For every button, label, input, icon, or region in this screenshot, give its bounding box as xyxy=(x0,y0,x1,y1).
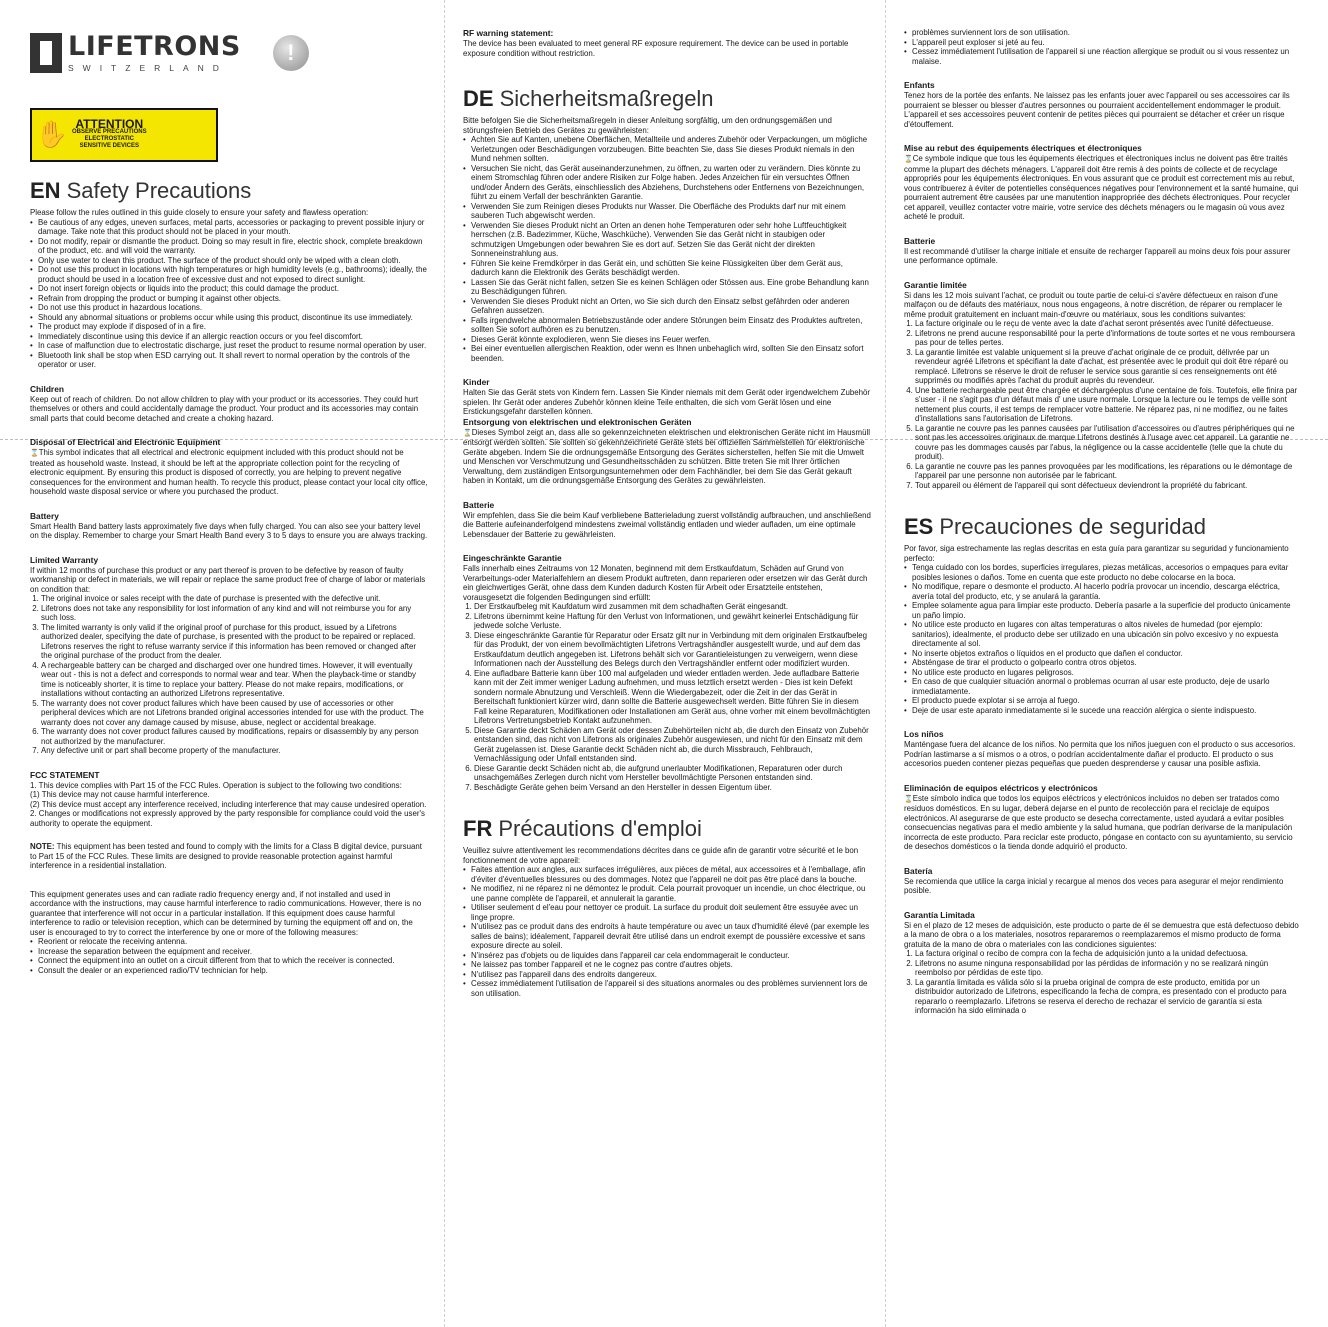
esd-title: ATTENTION xyxy=(75,116,144,131)
list-item: 7. Beschädigte Geräte gehen beim Versand an den Hersteller in dessen Eigentum über. xyxy=(474,783,871,793)
brand-name: LIFETRONS xyxy=(68,30,241,62)
paragraph: This equipment generates uses and can radiate radio frequency energy and, if not installed and used in accordance with the instructions, may cause harmful interference to radio communications. However, there is no guarantee that interference will not occur in a particular installation. If this equipment does cause harmful interference to radio or television reception, which can be determined by turning the equipment off and on, the user is encouraged to try to correct the interference by one or more of the following measures: xyxy=(30,889,422,937)
subheading: Kinder xyxy=(463,377,490,387)
intro-text: Por favor, siga estrechamente las reglas descritas en esta guía para garantizar su seguridad y funcionamiento perfecto: xyxy=(904,544,1289,563)
intro-text: Please follow the rules outlined in this guide closely to ensure your safety and flawless operation: xyxy=(30,208,369,217)
intro-text: Bitte befolgen Sie die Sicherheitsmaßregeln in dieser Anleitung sorgfältig, um den ordnungsgemäßen und störungsfreien Betrieb des Gerätes zu gewährleisten: xyxy=(463,116,832,135)
list-item: • Dieses Gerät könnte explodieren, wenn Sie dieses ins Feuer werfen. xyxy=(471,335,871,345)
intro-text: Veuillez suivre attentivement les recommendations décrites dans ce guide afin de garantir votre sécurité et le bon fonctionnement de votre appareil: xyxy=(463,846,859,865)
subheading: Batería xyxy=(904,865,933,876)
list-item: 1. La factura original o recibo de compra con la fecha de adquisición junto a la unidad defectuosa. xyxy=(915,949,1300,959)
paragraph: Halten Sie das Gerät stets von Kindern fern. Lassen Sie Kinder niemals mit dem Gerät oder irgendwelchem Zubehör spielen. Ihr Gerät oder anderes Zubehör können kleine Teile enthalten, die sich vom Gerät lösen und eine Erstickungsgefahr darstellen können. xyxy=(463,388,871,416)
fcc-note: NOTE: This equipment has been tested and found to comply with the limits for a Class B digital device, pursuant to Part 15 of the FCC Rules. These limits are designed to provide reasonable protection against harmful interference in a residential installation. xyxy=(30,842,422,870)
list-item: 7. Tout appareil ou élément de l'appareil qui sont défectueux deviendront la propriété du fabricant. xyxy=(915,481,1300,491)
list-item: 6. Diese Garantie deckt Schäden nicht ab, die aufgrund unerlaubter Modifikationen, Reparaturen oder durch unsachgemäßes Zerlegen durch nicht vom Hersteller bevollmächtigte Personen entstanden sind. xyxy=(474,764,871,783)
subheading: Los niños xyxy=(904,729,944,739)
list-item: • Increase the separation between the equipment and receiver. xyxy=(38,947,428,957)
paragraph: The device has been evaluated to meet general RF exposure requirement. The device can be used in portable exposure condition without restriction. xyxy=(463,39,849,58)
section-heading-de xyxy=(463,86,871,112)
list-item: • Bei einer eventuellen allergischen Reaktion, oder wenn es Ihnen unbehaglich wird, sollten Sie den Einsatz sofort beenden. xyxy=(471,344,871,363)
warranty-list xyxy=(904,319,1300,490)
list-item: • Verwenden Sie dieses Produkt nicht an Orten an denen hohe Temperaturen oder sehr hohe Luftfeuchtigkeit herrschen (z.B. Badezimmer, Küche, Waschküche). Verwenden Sie das Gerät nicht in staubigen oder schmutzigen Umgebungen oder bewahren Sie es dort auf. Setzen Sie das Gerät nicht der direkten Sonneneinstrahlung aus. xyxy=(471,221,871,259)
list-item: • Bluetooth link shall be stop when ESD carrying out. It shall revert to normal operation by the controls of the operator or user. xyxy=(38,351,428,370)
list-item: 2. Lifetrons no asume ninguna responsabilidad por las pérdidas de información y no se realizará ningún reembolso por pérdidas de este tipo. xyxy=(915,959,1300,978)
esd-warning-label xyxy=(30,108,218,162)
list-item: • Ne modifiez, ni ne réparez ni ne démontez le produit. Cela pourrait provoquer un incendie, un choc électrique, ou une panne complète de l'appareil, et annulerait la garantie. xyxy=(471,884,871,903)
list-item: • Do not modify, repair or dismantle the product. Doing so may result in fire, electric shock, complete breakdown of the product, etc. and will void the warranty. xyxy=(38,237,428,256)
subheading: Limited Warranty xyxy=(30,554,99,565)
subheading: Disposal of Electrical and Electronic Equipment xyxy=(30,437,221,447)
paragraph: Si en el plazo de 12 meses de adquisición, este producto o parte de él se demuestra que está defectuoso debido a la mano de obra o a los materiales, nosotros repararemos o reemplazaremos el mismo producto de forma gratuita de la mano de obra o materiales con las condiciones siguientes: xyxy=(904,920,1299,949)
subheading: Eingeschränkte Garantie xyxy=(463,553,562,563)
list-item: 4. Eine aufladbare Batterie kann über 100 mal aufgeladen und wieder entladen werden. Jede aufladbare Batterie kann mit der Zeit immer weniger Ladung aufnehmen, und muss letztlich ersetzt werden - Dies ist kein Defekt sondern normale Abnutzung und Verschleiß. Wenn die Wiedergabezeit, oder die Zeit in der das Gerät in Bereitschaft funktioniert kürzer wird, dann sollte die Batterie ausgewechselt werden. Bitte führen Sie in diesem Fall keine Reparaturen, Modifikationen oder Installationen am Gerät aus, ohne vorher mit einem bevollmächtigten Lifetrons Vertretungsbetrieb Kontakt aufzunehmen. xyxy=(474,669,871,726)
language-code: FR xyxy=(463,816,493,841)
list-item: • El producto puede explotar si se arroja al fuego. xyxy=(912,696,1300,706)
measures-list xyxy=(30,937,428,975)
list-item: • Emplee solamente agua para limpiar este producto. Debería pasarle a la superficie del producto únicamente un paño limpio. xyxy=(912,601,1300,620)
paragraph: Falls innerhalb eines Zeitraums von 12 Monaten, beginnend mit dem Erstkaufdatum, Schäden auf Grund von Verarbeitungs-oder Materialfehlern an diesem Produkt auftreten, dann reparieren oder ersetzen wir das Gerät durch ein gleichwertiges Gerät, ohne dass dem Kunden dadurch Kosten für Arbeit oder Ersatzteile entstehen, vorausgesetzt die folgenden Bedingungen sind erfüllt: xyxy=(463,564,868,602)
list-item: • Refrain from dropping the product or bumping it against other objects. xyxy=(38,294,428,304)
paragraph: Tenez hors de la portée des enfants. Ne laissez pas les enfants jouer avec l'appareil ou ses accessoires car ils pourraient se blesser ou blesser d'autres personnes ou pourraient accidentellement endommager le produit. L'appareil et ses accessoires peuvent contenir de petites pièces qui pourraient se détacher et créer un risque d'étouffement. xyxy=(904,91,1290,129)
list-item: • Versuchen Sie nicht, das Gerät auseinanderzunehmen, zu öffnen, zu warten oder zu verändern. Dies könnte zu einem Stromschlag führen oder andere Risiken zur Folge haben. Jedes Anzeichen für ein versuchtes Öffnen und/oder Ändern des Geräts, einschliesslich des Abziehens, Durchstehens oder Entfernens von Bezeichnungen, führt zu einem Verfall der beschränkten Garantie. xyxy=(471,164,871,202)
warranty-list xyxy=(904,949,1300,1016)
list-item: 3. La garantie limitée est valable uniquement si la preuve d'achat originale de ce produit, délivrée par un revendeur agréé Lifetrons et spécifiant la date d'achat, est présentée avec le produit qui doit être réparé ou remplacé. Lifetrons se réserve le droit de refuser le service sous garantie si ces renseignements ont été supprimés ou modifiés après l'achat du produit auprès du revendeur. xyxy=(915,348,1300,386)
language-code: DE xyxy=(463,86,494,111)
list-item: • The product may explode if disposed of in a fire. xyxy=(38,322,428,332)
paragraph: ⌛Dieses Symbol zeigt an, dass alle so gekennzeichneten elektrischen und elektronischen Geräte nicht im Hausmüll entsorgt werden sollten. Sie sollten so gekennzeichnete Geräte stets bei offiziellen Sammelstellen für elektronische Geräte abgeben. Indem Sie die ordnungsgemäße Entsorgung des Gerätes sicherstellen, helfen Sie mit die Umwelt und Menschen vor Verschmutzung und Gesundheitsschäden zu schützen. Bitte treten Sie mit Ihrer örtlichen Verwaltung, dem zuständigen Entsorgungsunternehmen oder dem Fachhändler, bei dem Sie das Gerät gekauft haben in Kontakt, um die ordnungsgemäße Entsorgung des Gerätes zu gewährleisten. xyxy=(463,427,870,485)
paragraph: If within 12 months of purchase this product or any part thereof is proven to be defective by reason of faulty workmanship or defect in materials, we will repair or replace the same product free of charge of labor or materials on condition that: xyxy=(30,565,426,594)
subheading: RF warning statement: xyxy=(463,28,554,38)
list-item: 1. La facture originale ou le reçu de vente avec la date d'achat seront présentés avec l'unité défectueuse. xyxy=(915,319,1300,329)
brand-logo-mark xyxy=(30,33,62,73)
subheading: Batterie xyxy=(904,235,936,246)
subheading: Children xyxy=(30,383,64,394)
safety-list xyxy=(30,218,428,370)
section-heading-en xyxy=(30,178,428,204)
safety-list xyxy=(904,563,1300,715)
list-item: 6. The warranty does not cover product failures caused by modifications, repairs or disassembly by any person not authorized by the manufacturer. xyxy=(41,727,428,746)
list-item: • Lassen Sie das Gerät nicht fallen, setzen Sie es keinen Schlägen oder Stössen aus. Eine grobe Behandlung kann zu Beschädigungen führen. xyxy=(471,278,871,297)
list-item: • Deje de usar este aparato inmediatamente si le sucede una reacción alérgica o siente indispuesto. xyxy=(912,706,1300,716)
list-item: • No modifique, repare o desmonte el producto. Al hacerlo podría provocar un incendio, descarga eléctrica, avería total del producto, etc, y se anulará la garantía. xyxy=(912,582,1300,601)
list-item: • In case of malfunction due to electrostatic discharge, just reset the product to resume normal operation by user. xyxy=(38,341,428,351)
weee-bin-icon: ⌛ xyxy=(904,795,913,803)
list-item: 6. La garantie ne couvre pas les pannes provoquées par les modifications, les réparations ou le démontage de l'appareil par une personne non autorisée par le fabricant. xyxy=(915,462,1300,481)
list-item: • Achten Sie auf Kanten, unebene Oberflächen, Metallteile und anderes Zubehör oder Verpackungen, um mögliche Verletzungen oder Beschädigungen vorzubeugen. Bitte beachten Sie, dass Sie dieses Produkt niemals in den Mund nehmen sollten. xyxy=(471,135,871,164)
section-heading-fr xyxy=(463,816,871,842)
list-item: • N'insérez pas d'objets ou de liquides dans l'appareil car cela endommagerait le conducteur. xyxy=(471,951,871,961)
section-heading-es xyxy=(904,514,1300,540)
paragraph: ⌛Ce symbole indique que tous les équipements électriques et électroniques inclus ne doivent pas être traités comme la plupart des déchets ménagers. L'appareil doit être remis à des points de collecte et de recyclage appropriés pour les équipements électroniques. En vous assurant que ce produit est correctement mis au rebut, vous contribuerez à éviter de potentielles conséquences négatives pour l'environnement et la santé humaine, qui pourraient autrement être causées par une manutention inappropriée des déchets électroniques. Pour recycler cet appareil, veuillez contacter votre mairie, votre service des déchets ménagers ou le magasin où vous avez acheté le produit. xyxy=(904,154,1299,221)
subheading: Enfants xyxy=(904,80,935,90)
subheading: Entsorgung von elektrischen und elektronischen Geräten xyxy=(463,416,692,427)
list-item: • Reorient or relocate the receiving antenna. xyxy=(38,937,428,947)
subheading: Batterie xyxy=(463,499,495,510)
list-item: • En caso de que cualquier situación anormal o problemas ocurran al usar este producto, deje de usarlo inmediatamente. xyxy=(912,677,1300,696)
list-item: • Utiliser seulement d el'eau pour nettoyer ce produit. La surface du produit doit seulement être essuyée avec un linge propre. xyxy=(471,903,871,922)
list-item: • N'utilisez pas ce produit dans des endroits à haute température ou avec un taux d'humidité élevé (par exemple les salles de bains); idéalement, l'appareil devrait être utilisé dans un endroit exempt de poussière excessive et sans exposure directe au soleil. xyxy=(471,922,871,951)
list-item: 4. A rechargeable battery can be charged and discharged over one hundred times. However, it will eventually wear out - this is not a defect and corresponds to normal wear and tear. When the playback-time or standby time is noticeably shorter, it is time to replace your battery. Please do not make repairs, modifications, or installations without contacting an authorized Lifetrons representative. xyxy=(41,661,428,699)
section-title: Precauciones de seguridad xyxy=(939,514,1206,539)
list-item: 3. Diese eingeschränkte Garantie für Reparatur oder Ersatz gilt nur in Verbindung mit dem originalen Erstkaufbeleg für das Produkt, der von einem bevollmächtigten Lifetrons Vertragshändler ausgestellt wurde, und auf dem das Erstkaufdatum deutlich angegeben ist. Lifetrons behält sich vor Garantieleistungen zu verweigern, wenn diese Informationen nach der Ausstellung des Belegs durch den Vertragshändler entfernt oder modifiziert wurden. xyxy=(474,631,871,669)
column-divider xyxy=(444,0,445,1327)
esd-line: OBSERVE PRECAUTIONS xyxy=(72,129,147,136)
safety-list xyxy=(463,135,871,363)
list-item: • L'appareil peut exploser si jeté au feu. xyxy=(912,38,1300,48)
esd-line: SENSITIVE DEVICES xyxy=(79,143,139,150)
list-item: • Cessez immédiatement l'utilisation de l'appareil si des situations anormales ou des problèmes surviennent lors de son utilisation. xyxy=(471,979,871,998)
paragraph: Keep out of reach of children. Do not allow children to play with your product or its accessories. They could hurt themselves or others and could accidentally damage the product. Your product and its accessories may contain small parts that could become detached and create a choking hazard. xyxy=(30,394,419,423)
list-item: 3. The limited warranty is only valid if the original proof of purchase for this product, issued by a Lifetrons authorized dealer, specifying the date of purchase, is presented with the product to be repaired or replaced. Lifetrons reserves the right to refuse warranty service if this information has been removed or changed after the original purchase of the product from the dealer. xyxy=(41,623,428,661)
list-item: • Consult the dealer or an experienced radio/TV technician for help. xyxy=(38,966,428,976)
list-item: • Do not insert foreign objects or liquids into the product; this could damage the product. xyxy=(38,284,428,294)
esd-line: ELECTROSTATIC xyxy=(84,136,135,143)
column-german xyxy=(463,0,871,1327)
list-item: 5. La garantie ne couvre pas les pannes causées par l'utilisation d'accessoires ou d'autres périphériques qui ne sont pas les accessoires originaux de marque Lifetrons destinés à l'usage avec cet appareil. La garantie ne couvre pas les dommages causés par l'abus, la négligence ou la casse accidentelle (telle que la chute du produit). xyxy=(915,424,1300,462)
warning-icon: ! xyxy=(273,35,309,71)
warranty-list xyxy=(463,602,871,792)
list-item: • Faites attention aux angles, aux surfaces irrégulières, aux pièces de métal, aux accessoires et à l'emballage, afin d'éviter d'éventuelles blessures ou des dommages. Notez que l'appareil ne doit pas être placé dans la bouche. xyxy=(471,865,871,884)
brand-country: SWITZERLAND xyxy=(68,62,228,73)
paragraph: Manténgase fuera del alcance de los niños. No permita que los niños jueguen con el producto o sus accesorios. Podrían lastimarse a sí mismos o a otros, o podrían accidentalmente dañar el producto. El producto o sus accesorios pueden contener piezas pequeñas que pueden desprenderse y causar una posible asfixia. xyxy=(904,740,1296,768)
warranty-list xyxy=(30,594,428,756)
list-item: • Only use water to clean this product. The surface of the product should only be wiped with a clean cloth. xyxy=(38,256,428,266)
paragraph: Se recomienda que utilice la carga inicial y recargue al menos dos veces para asegurar el mejor rendimiento posible. xyxy=(904,876,1284,895)
fcc-item: 1. This device complies with Part 15 of the FCC Rules. Operation is subject to the following two conditions: xyxy=(30,780,402,790)
weee-bin-icon: ⌛ xyxy=(463,429,472,437)
list-item: • No utilice este producto en lugares peligrosos. xyxy=(912,668,1300,678)
paragraph: Il est recommandé d'utiliser la charge initiale et ensuite de recharger l'appareil au moins deux fois pour assurer une performance optimale. xyxy=(904,246,1291,265)
esd-hand-icon: ✋ xyxy=(35,119,69,150)
subheading: Garantía Limitada xyxy=(904,909,975,920)
weee-bin-icon: ⌛ xyxy=(904,156,913,163)
subheading: Garantie limitée xyxy=(904,279,967,290)
list-item: • Absténgase de tirar el producto o golpearlo contra otros objetos. xyxy=(912,658,1300,668)
fcc-item: (2) This device must accept any interference received, including interference that may cause undesired operation. xyxy=(30,799,427,809)
list-item: • Tenga cuidado con los bordes, superficies irregulares, piezas metálicas, accesorios o empaques para evitar posibles lesiones o daños. Tome en cuenta que este producto no debe colocarse en la boca. xyxy=(912,563,1300,582)
list-item-continued: • problèmes surviennent lors de son utilisation. xyxy=(912,28,1300,38)
list-item: • Ne laissez pas tomber l'appareil et ne le cognez pas contre d'autres objets. xyxy=(471,960,871,970)
list-item: • Be cautious of any edges, uneven surfaces, metal parts, accessories or packaging to prevent possible injury or damage. Take note that this product should not be placed in your mouth. xyxy=(38,218,428,237)
list-item: 2. Lifetrons ne prend aucune responsabilité pour la perte d'informations de toute sortes et ne vous remboursera pas pour de telles pertes. xyxy=(915,329,1300,348)
fcc-item: (1) This device may not cause harmful interference. xyxy=(30,790,210,799)
note-label: NOTE: xyxy=(30,842,55,851)
list-item: 7. Any defective unit or part shall become property of the manufacturer. xyxy=(41,746,428,756)
subheading: Mise au rebut des équipements électriques et électroniques xyxy=(904,143,1142,153)
safety-list-continued xyxy=(904,28,1300,66)
subheading: FCC STATEMENT xyxy=(30,769,100,780)
list-item: • Do not use this product in locations with high temperatures or high humidity levels (e.g., bathrooms); ideally, the product should be used in a location free of excessive dust and not exposed to direct sunlight. xyxy=(38,265,428,284)
list-item: 3. La garantía limitada es válida sólo si la prueba original de compra de este producto, emitida por un distribuidor autorizado de Lifetrons, especificando la fecha de compra, es presentado con el producto para repararlo o reemplazarlo. Lifetrons se reserva el derecho de rechazar el servicio de garantía si esta información ha sido eliminada o xyxy=(915,978,1300,1016)
paragraph: Smart Health Band battery lasts approximately five days when fully charged. You can also see your battery level on the display. Remember to charge your Smart Health Band every 3 to 5 days to ensure you are always tracking. xyxy=(30,521,428,540)
list-item: 2. Lifetrons does not take any responsibility for lost information of any kind and will not reimburse you for any such loss. xyxy=(41,604,428,623)
list-item: • No inserte objetos extraños o líquidos en el producto que dañen el conductor. xyxy=(912,649,1300,659)
section-title: Précautions d'emploi xyxy=(498,816,702,841)
list-item: 2. Lifetrons übernimmt keine Haftung für den Verlust von Informationen, und gewährt keinerlei Entschädigung für jedwede solche Verluste. xyxy=(474,612,871,631)
fcc-item: 2. Changes or modifications not expressly approved by the party responsible for compliance could void the user's authority to operate the equipment. xyxy=(30,809,425,828)
paragraph: ⌛This symbol indicates that all electrical and electronic equipment included with this product should not be treated as household waste. Instead, it should be left at the appropriate collection point for the recycling of electronic equipment. By ensuring this product is disposed of correctly, you are helping to prevent negative consequences for the environment and human health. To recycle this product, please contact your local city office, household waste disposal service or where you purchased the product. xyxy=(30,448,428,496)
weee-bin-icon: ⌛ xyxy=(30,450,39,457)
list-item: 4. Une batterie rechargeable peut être chargée et déchargéeplus d'une centaine de fois. Toutefois, elle finira par s'user - il ne s'agit pas d'un défaut mais d' une usure normale. Lorsque la lecture ou le temps de veille sont nettement plus courts, il est temps de remplacer votre batterie. Ne réparez pas, ni ne modifiez, ou ne faites d'installations sans l'autorisation de Lifetrons. xyxy=(915,386,1300,424)
column-english xyxy=(30,0,428,1327)
list-item: • Immediately discontinue using this device if an allergic reaction occurs or you feel discomfort. xyxy=(38,332,428,342)
list-item: • Do not use this product in hazardous locations. xyxy=(38,303,428,313)
section-title: Sicherheitsmaßregeln xyxy=(499,86,714,111)
list-item: • Führen Sie keine Fremdkörper in das Gerät ein, und schütten Sie keine Flüssigkeiten über dem Gerät aus, dadurch kann die Elektronik des Geräts beschädigt werden. xyxy=(471,259,871,278)
paragraph: Si dans les 12 mois suivant l'achat, ce produit ou toute partie de celui-ci s'avère défectueux en raison d'une malfaçon ou de défauts des matériaux, nous nous engageons, à notre discrétion, de réparer ou remplacer le même produit gratuitement en incluant main-d'œuvre ou matériaux, sous les conditions suivantes: xyxy=(904,290,1283,319)
list-item: • Verwenden Sie dieses Produkt nicht an Orten, wo Sie sich durch den Einsatz selbst gefährden oder anderen Gefahren aussetzen. xyxy=(471,297,871,316)
language-code: EN xyxy=(30,178,61,203)
column-french-spanish xyxy=(904,0,1300,1327)
safety-list xyxy=(463,865,871,998)
list-item: • Connect the equipment into an outlet on a circuit different from that to which the receiver is connected. xyxy=(38,956,428,966)
column-divider xyxy=(885,0,886,1327)
list-item: 5. The warranty does not cover product failures which have been caused by use of accessories or other peripheral devices which are not Lifetrons branded original accessories intended for use with the product. The warranty does not cover any damage caused by misuse, abuse, neglect or accidental breakage. xyxy=(41,699,428,728)
list-item: • Verwenden Sie zum Reinigen dieses Produkts nur Wasser. Die Oberfläche des Produkts darf nur mit einem sauberen Tuch abgewischt werden. xyxy=(471,202,871,221)
list-item: 1. The original invoice or sales receipt with the date of purchase is presented with the defective unit. xyxy=(41,594,428,604)
language-code: ES xyxy=(904,514,934,539)
list-item: • No utilice este producto en lugares con altas temperaturas o altos niveles de humedad (por ejemplo: sanitarios), idealmente, el producto debe ser utilizado en una ubicación sin polvo excesivo y no expuesta directamente al sol. xyxy=(912,620,1300,649)
list-item: 1. Der Erstkaufbeleg mit Kaufdatum wird zusammen mit dem schadhaften Gerät eingesandt. xyxy=(474,602,871,612)
paragraph: Wir empfehlen, dass Sie die beim Kauf verbliebene Batterieladung zuerst vollständig aufbrauchen, und anschließend die Batterie aufeinanderfolgend mindestens zweimal vollständig entladen und wieder aufladen, um eine optimale Lebensdauer der Batterie zu gewährleisten. xyxy=(463,510,871,539)
list-item: • Falls irgendwelche abnormalen Betriebszustände oder andere Störungen beim Einsatz des Produktes auftreten, sollten Sie sofort aufhören es zu benutzen. xyxy=(471,316,871,335)
list-item: 5. Diese Garantie deckt Schäden am Gerät oder dessen Zubehörteilen nicht ab, die durch den Einsatz von Zubehör entstanden sind, das nicht von Lifetrons als originales Zubehör ausgewiesen, und nicht für den Einsatz mit dem Gerät zugelassen ist. Diese Garantie deckt Schäden nicht ab, die durch Missbrauch, Fehlbrauch, Vernachlässigung oder Unfall entstanden sind. xyxy=(474,726,871,764)
list-item: • Cessez immédiatement l'utilisation de l'appareil si une réaction allergique se produit ou si vous ressentez un malaise. xyxy=(912,47,1300,66)
subheading: Battery xyxy=(30,510,59,521)
brand-header xyxy=(30,22,428,84)
paragraph: ⌛Este símbolo indica que todos los equipos eléctricos y electrónicos incluidos no deben ser tratados como residuos domésticos. En su lugar, deberá dejarse en el punto de recolección para el reciclaje de equipos electrónicos. Al asegurarse de que este producto se desecha correctamente, usted ayudará a evitar posibles consecuencias negativas para el medio ambiente y la salud humana, que podrían derivarse de la manipulación incorrecta de este producto. Para reciclar este producto, póngase en contacto con su ayuntamiento, su servicio de desechos domésticos o la tienda donde adquirió el producto. xyxy=(904,793,1293,851)
list-item: • Should any abnormal situations or problems occur while using this product, discontinue its use immediately. xyxy=(38,313,428,323)
list-item: • N'utilisez pas l'appareil dans des endroits dangereux. xyxy=(471,970,871,980)
subheading: Eliminación de equipos eléctricos y electrónicos xyxy=(904,782,1098,793)
section-title: Safety Precautions xyxy=(66,178,252,203)
